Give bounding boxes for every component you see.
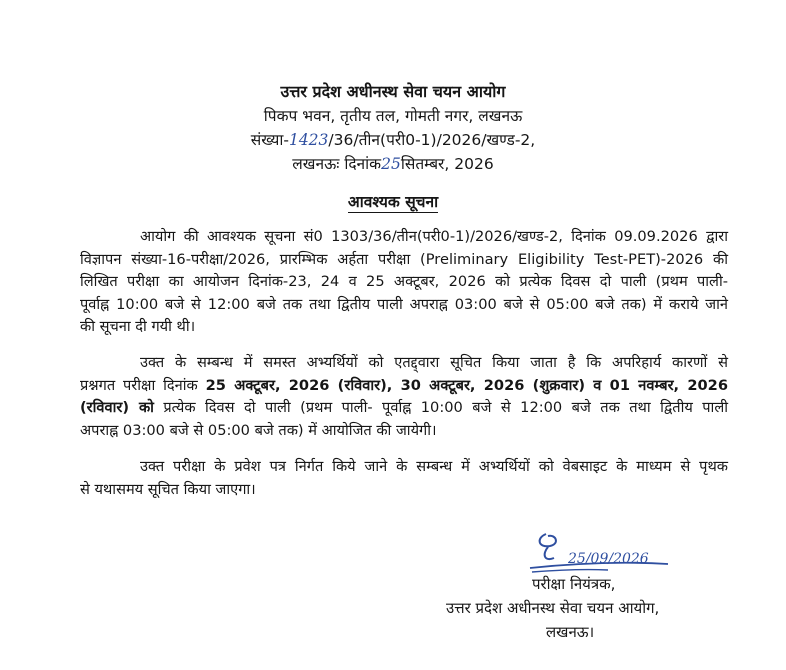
date-handwritten-day: 25	[381, 155, 401, 173]
exam-dates-bold: 25 अक्टूबर, 2026 (रविवार), 30 अक्टूबर, 2026 (शुक्रवार) व 01 नवम्बर, 2026	[205, 376, 728, 394]
paragraph-3-line: से यथासमय सूचित किया जाएगा।	[80, 480, 256, 498]
reference-number	[0, 128, 786, 150]
paragraph-1-line: लिखित परीक्षा का आयोजन दिनांक-23, 24 व 25 अक्टूबर, 2026 को प्रत्येक दिवस दो पाली (प्रथम पाली-	[80, 273, 728, 290]
paragraph-1-line: विज्ञापन संख्या-16-परीक्षा/2026, प्रारम्भिक अर्हता परीक्षा (Preliminary Eligibility Test-PET)-2026 की	[80, 250, 728, 268]
exam-day-bold: (रविवार) को	[80, 399, 154, 416]
date-suffix: सितम्बर, 2026	[400, 155, 494, 173]
signatory-organization: उत्तर प्रदेश अधीनस्थ सेवा चयन आयोग,	[446, 599, 660, 617]
notice-title-text: आवश्यक सूचना	[347, 193, 439, 211]
paragraph-1	[80, 226, 728, 339]
issue-date	[0, 152, 786, 174]
signatory-designation: परीक्षा नियंत्रक,	[532, 575, 616, 593]
paragraph-1-line: पूर्वाह्न 10:00 बजे से 12:00 बजे तक तथा द्वितीय पाली अपराह्न 03:00 बजे से 05:00 बजे तक) में कराये जाने	[80, 295, 728, 313]
reference-suffix: /36/तीन(परी0-1)/2026/खण्ड-2,	[328, 131, 536, 149]
date-prefix: लखनऊः दिनांक	[292, 155, 382, 173]
paragraph-1-line: आयोग की आवश्यक सूचना सं0 1303/36/तीन(परी0-1)/2026/खण्ड-2, दिनांक 09.09.2026 द्वारा	[140, 228, 728, 245]
notice-title	[0, 190, 786, 212]
paragraph-2	[80, 352, 728, 442]
signatory-city: लखनऊ।	[546, 623, 595, 641]
paragraph-2-line: उक्त के सम्बन्ध में समस्त अभ्यर्थियों को एतद्द्वारा सूचित किया जाता है कि अपरिहार्य कारणों से	[140, 354, 728, 371]
paragraph-3	[80, 456, 728, 501]
reference-handwritten-number: 1423	[288, 131, 329, 149]
reference-prefix: संख्या-	[250, 131, 289, 149]
paragraph-2-line: अपराह्न 03:00 बजे से 05:00 बजे तक) में आयोजित की जायेगी।	[80, 421, 437, 439]
paragraph-2-line: (रविवार) को प्रत्येक दिवस दो पाली (प्रथम पाली- पूर्वाह्न 10:00 बजे से 12:00 बजे तक तथा द्वितीय पाली	[80, 399, 728, 416]
signature-date: 25/09/2026	[568, 551, 649, 567]
org-address: पिकप भवन, तृतीय तल, गोमती नगर, लखनऊ	[263, 107, 523, 125]
paragraph-2-line: प्रश्नगत परीक्षा दिनांक 25 अक्टूबर, 2026 (रविवार), 30 अक्टूबर, 2026 (शुक्रवार) व 01 नवम्बर, 2026	[80, 376, 728, 394]
paragraph-1-line: की सूचना दी गयी थी।	[80, 318, 196, 335]
org-heading: उत्तर प्रदेश अधीनस्थ सेवा चयन आयोग	[280, 82, 506, 101]
paragraph-3-line: उक्त परीक्षा के प्रवेश पत्र निर्गत किये जाने के सम्बन्ध में अभ्यर्थियों को वेबसाइट के माध्यम से पृथक	[140, 458, 728, 475]
